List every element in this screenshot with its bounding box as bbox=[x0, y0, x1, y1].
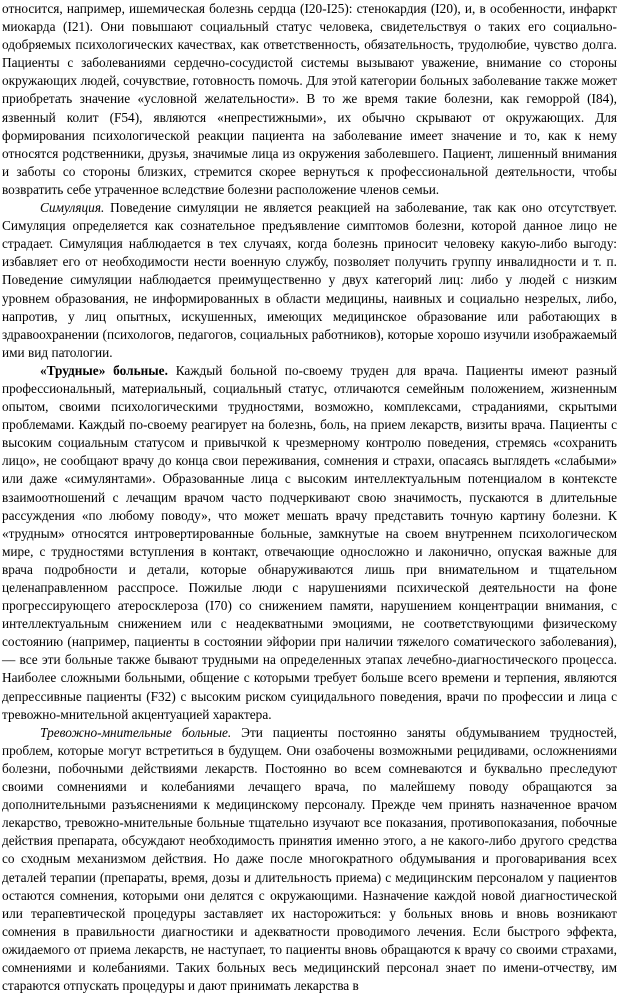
paragraph-anxious-patients bbox=[2, 724, 617, 995]
paragraph-anxious-patients-heading: Тревожно-мнительные больные. bbox=[40, 724, 232, 740]
paragraph-simulation-heading: Симуляция. bbox=[40, 200, 105, 216]
paragraph-1 bbox=[2, 0, 617, 199]
paragraph-simulation-text: Поведение симуляции не является реакцией на заболевание, так как оно отсутствует. Симуляция определяется как сознательное предъявление симптомов болезни, которой данное лицо не страдает. Симуляция наблюдается в тех случаях, когда болезнь приносит человеку какую-либо выгоду: избавляет его от необходимости нести военную службу, позволяет получить группу инвалидности и т. п. Поведение симуляции наблюдается преимущественно у двух категорий лиц: либо у людей с низким уровнем образования, не информированных в области медицины, наивных и социально незрелых, либо, напротив, у лиц опытных, искушенных, имеющих медицинское образование или работающих в здравоохранении (психологов, педагогов, социальных работников), которые хорошо изучили изображаемый ими вид патологии. bbox=[2, 200, 617, 360]
paragraph-difficult-patients-text: Каждый больной по-своему труден для врача. Пациенты имеют разный профессиональный, материальный, социальный статус, отличаются семейным положением, жизненным опытом, своими психологическими трудностями, возможно, комплексами, страданиями, скрытыми проблемами. Каждый по-своему реагирует на болезнь, боль, на прием лекарств, визиты врача. Пациенты с высоким социальным статусом и привычкой к чрезмерному контролю поведения, стремясь «сохранить лицо», не сообщают врачу до конца свои переживания, сомнения и страхи, опасаясь выглядеть «слабыми» или даже «симулянтами». Образованные лица с высоким интеллектуальным потенциалом в контексте взаимоотношений с лечащим врачом часто подчеркивают свою значимость, пускаются в длительные рассуждения «по любому поводу», что может мешать врачу представить точную картину болезни. К «трудным» относятся интровертированные больные, замкнутые на своем внутреннем психологическом мире, с трудностями вступления в контакт, отвечающие односложно и лаконично, опуская важные для врача подробности и детали, которые обнаруживаются лишь при внимательном и тщательном целенаправленном расспросе. Пожилые люди с нарушениями психической деятельности на фоне прогрессирующего атеросклероза (I70) со снижением памяти, нарушением концентрации внимания, с интеллектуальным снижением или с неадекватными эмоциями, не соответствующими физическому состоянию (например, пациенты в состоянии эйфории при наличии тяжелого соматического заболевания), — все эти больные также бывают трудными на определенных этапах лечебно-диагностического процесса. Наиболее сложными больными, общение с которыми требует больше всего времени и терпения, являются депрессивные пациенты (F32) с высоким риском суицидального поведения, врачи по профессии и лица с тревожно-мнительной акцентуацией характера. bbox=[2, 362, 617, 722]
paragraph-difficult-patients bbox=[2, 362, 617, 724]
paragraph-anxious-patients-text: Эти пациенты постоянно заняты обдумыванием трудностей, проблем, которые могут встретиться в будущем. Они озабочены возможными рецидивами, осложнениями болезни, побочными действиями лекарств. Постоянно во всем сомневаются и буквально преследуют своими сомнениями и колебаниями лечащего врача, по малейшему поводу обращаются за дополнительными разъяснениями к медицинскому персоналу. Прежде чем принять назначенное врачом лекарство, тревожно-мнительные больные тщательно изучают все показания, противопоказания, побочные действия препарата, обсуждают необходимость принятия именно этого, а не какого-либо другого средства со сходным механизмом действия. Но даже после многократного обдумывания и проговаривания всех деталей терапии (препараты, время, дозы и длительность приема) с медицинским персоналом у пациентов остаются сомнения, которыми они делятся с окружающими. Назначение каждой новой диагностической или терапевтической процедуры заставляет их насторожиться: у больных вновь и вновь возникают сомнения в правильности диагностики и адекватности проводимого лечения. Если быстрого эффекта, ожидаемого от приема лекарств, не наступает, то пациенты вновь обращаются к врачу со своими страхами, сомнениями и колебаниями. Таких больных весь медицинский персонал знает по имени-отчеству, им стараются отпускать процедуры и дают принимать лекарства в bbox=[2, 724, 617, 994]
paragraph-1-text: относится, например, ишемическая болезнь сердца (I20-I25): стенокардия (I20), и, в особенности, инфаркт миокарда (I21). Они повышают социальный статус человека, свидетельствуя о таких его социально-одобряемых психологических качествах, как ответственность, обязательность, трудолюбие, чувство долга. Пациенты с заболеваниями сердечно-сосудистой системы вызывают уважение, внимание со стороны окружающих людей, сочувствие, готовность помочь. Для этой категории больных заболевание также может приобретать значение «условной желательности». В то же время такие болезни, как геморрой (I84), язвенный колит (F54), являются «непрестижными», их обычно скрывают от окружающих. Для формирования психологической реакции пациента на заболевание имеет значение и то, как к нему относятся родственники, друзья, значимые лица из окружения заболевшего. Пациент, лишенный внимания и заботы со стороны близких, стремится скорее вернуться к профессиональной деятельности, чтобы возвратить себе утраченное вследствие болезни расположение членов семьи. bbox=[2, 1, 617, 197]
paragraph-difficult-patients-heading: «Трудные» больные. bbox=[40, 362, 168, 378]
paragraph-simulation bbox=[2, 199, 617, 362]
